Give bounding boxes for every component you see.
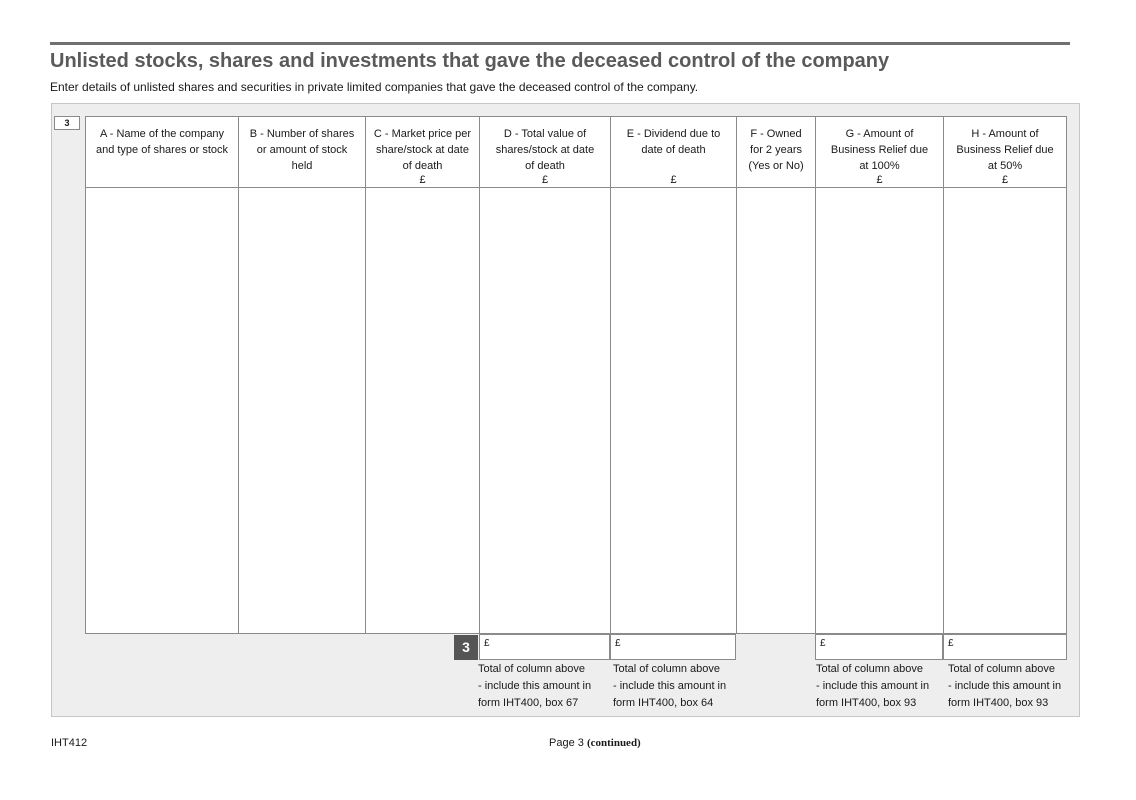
column-f-entry-area[interactable]: [737, 188, 816, 633]
column-header-c-line1: C - Market price per: [373, 128, 472, 140]
total-note-line: Total of column above: [816, 663, 924, 675]
column-header-a-line1: A - Name of the company: [99, 128, 225, 140]
column-header-h-pound: £: [1001, 174, 1009, 186]
column-header-f-line1: F - Owned: [750, 128, 802, 140]
total-column-h-note: [948, 661, 1061, 712]
column-header-e-pound: £: [670, 174, 677, 186]
totals-box-number: 3: [454, 635, 478, 660]
total-note-line: Total of column above: [948, 663, 1056, 675]
column-header-c-pound: £: [419, 174, 426, 186]
column-d-entry-area[interactable]: [480, 188, 611, 633]
column-header-h: [944, 117, 1066, 188]
total-note-line: Total of column above: [613, 663, 721, 675]
column-header-b-line2: or amount of stock: [256, 144, 348, 156]
total-column-d-input[interactable]: £: [479, 634, 610, 660]
total-note-line: form IHT400, box 93: [816, 697, 917, 709]
total-note-line: - include this amount in: [948, 680, 1062, 692]
total-note-line: Total of column above: [478, 663, 586, 675]
column-header-a: [86, 117, 239, 188]
column-e-entry-area[interactable]: [611, 188, 737, 633]
column-header-d-pound: £: [541, 174, 549, 186]
column-header-f: [737, 117, 816, 188]
page-label: Page 3: [549, 737, 584, 749]
column-header-a-line2: and type of shares or stock: [95, 144, 229, 156]
total-note-line: form IHT400, box 64: [613, 697, 714, 709]
column-header-h-line2: Business Relief due: [956, 144, 1054, 156]
column-header-b-line1: B - Number of shares: [249, 128, 355, 140]
total-note-line: form IHT400, box 93: [948, 697, 1049, 709]
section-box-number: 3: [54, 116, 80, 130]
column-header-e-line1: E - Dividend due to: [626, 128, 721, 140]
shares-table: [85, 116, 1067, 634]
column-header-d-line3: of death: [525, 160, 565, 172]
column-header-d-line2: shares/stock at date: [495, 144, 595, 156]
column-header-h-line3: at 50%: [987, 160, 1023, 172]
column-header-g-line1: G - Amount of: [845, 128, 914, 140]
column-b-entry-area[interactable]: [239, 188, 366, 633]
total-column-g-input[interactable]: £: [815, 634, 943, 660]
column-header-d-line1: D - Total value of: [503, 128, 587, 140]
continued-label: (continued): [586, 737, 641, 749]
page-title: Unlisted stocks, shares and investments that gave the deceased control of the company: [50, 50, 890, 72]
column-c-entry-area[interactable]: [366, 188, 480, 633]
column-header-c: [366, 117, 480, 188]
total-note-line: - include this amount in: [613, 680, 727, 692]
total-column-e-note: [613, 661, 726, 712]
column-h-entry-area[interactable]: [944, 188, 1066, 633]
column-header-b: [239, 117, 366, 188]
total-note-line: - include this amount in: [816, 680, 930, 692]
column-header-g-pound: £: [876, 174, 883, 186]
page-number: [549, 737, 641, 749]
column-header-d: [480, 117, 611, 188]
column-header-g: [816, 117, 944, 188]
column-header-f-line2: for 2 years: [750, 144, 802, 156]
form-code: IHT412: [51, 737, 88, 749]
total-column-h-input[interactable]: £: [943, 634, 1067, 660]
total-column-d-note: [478, 661, 591, 712]
column-header-e-line2: date of death: [641, 144, 706, 156]
column-header-f-line3: (Yes or No): [748, 160, 804, 172]
page-subtitle: Enter details of unlisted shares and securities in private limited companies that gave the deceased control of the company.: [50, 80, 699, 94]
column-header-h-line1: H - Amount of: [971, 128, 1039, 140]
header-rule: [50, 42, 1070, 45]
column-g-entry-area[interactable]: [816, 188, 944, 633]
column-header-g-line2: Business Relief due: [830, 144, 929, 156]
total-note-line: form IHT400, box 67: [478, 697, 579, 709]
column-header-b-line3: held: [291, 160, 313, 172]
column-header-e: [611, 117, 737, 188]
total-column-e-input[interactable]: £: [610, 634, 736, 660]
column-header-c-line3: of death: [402, 160, 443, 172]
total-note-line: - include this amount in: [478, 680, 592, 692]
column-a-entry-area[interactable]: [86, 188, 239, 633]
column-header-g-line3: at 100%: [859, 160, 900, 172]
total-column-g-note: [816, 661, 929, 712]
column-header-c-line2: share/stock at date: [376, 144, 469, 156]
